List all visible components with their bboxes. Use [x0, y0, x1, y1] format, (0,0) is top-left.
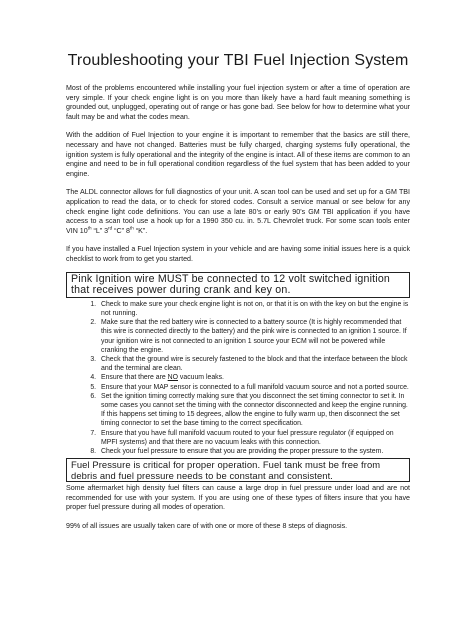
- summary-paragraph: 99% of all issues are usually taken care of with one or more of these 8 steps of diagnosis.: [66, 521, 348, 530]
- filters-paragraph: Some aftermarket high density fuel filters can cause a large drop in fuel pressure under load and are not recommended for use with your system. If you are using one of these types of filters insure that you have proper fuel pressure during all modes of operation.: [66, 483, 410, 512]
- list-item: 6. Set the ignition timing correctly making sure that you disconnect the set timing connector to set it. In some cases you cannot set the timing with the connector disconnected and keep the engine running. If this happens set timing to 15 degrees, allow the engine to fully warm up, then disconnect the set timing connector to set the base timing to the correct specification.: [98, 392, 410, 429]
- list-item: 8. Check your fuel pressure to ensure that you are providing the proper pressure to the system.: [98, 447, 410, 456]
- list-item: 1. Check to make sure your check engine light is not on, or that it is on with the key on but the engine is not running.: [98, 300, 410, 318]
- checklist-steps: [66, 300, 410, 456]
- fuel-pressure-callout-box: Fuel Pressure is critical for proper operation. Fuel tank must be free from debris and fuel pressure needs to be constant and consistent.: [66, 458, 410, 482]
- emphasis-no: NO: [167, 374, 178, 382]
- ignition-callout-box: Pink Ignition wire MUST be connected to 12 volt switched ignition that receives power during crank and key on.: [66, 272, 410, 298]
- basics-paragraph: With the addition of Fuel Injection to your engine it is important to remember that the basics are still there, necessary and have not changed. Batteries must be fully charged, charging systems fully operational, the ignition system is fully operational and the integrity of the engine is intact. All of these items are common to an engine and need to be in full operational condition regardless of the fuel system that has been added to your engine.: [66, 131, 410, 178]
- list-item: 3. Check that the ground wire is securely fastened to the block and that the interface between the block and the terminal are clean.: [98, 355, 410, 373]
- page-title: Troubleshooting your TBI Fuel Injection System: [67, 52, 409, 69]
- list-item: 2. Make sure that the red battery wire is connected to a battery source (It is highly recommended that this wire is connected directly to the battery) and the pink wire is connected to an ignition 1 source. If your ignition wire is not connected to an ignition 1 source your ECM will not be powered while cranking the engine.: [98, 318, 410, 355]
- checklist-intro-paragraph: If you have installed a Fuel Injection system in your vehicle and are having some initial issues here is a quick checklist to work from to get you started.: [66, 245, 410, 263]
- list-item: 4. Ensure that there are NO vacuum leaks.: [98, 373, 410, 382]
- intro-paragraph: Most of the problems encountered while installing your fuel injection system or after a time of operation are very simple. If your check engine light is on you more than likely have a hard fault meaning something is grounded out, unplugged, operating out of range or has gone bad. See below for how to determine what your fault may be and what the codes mean.: [66, 84, 410, 121]
- list-item: 7. Ensure that you have full manifold vacuum routed to your fuel pressure regulator (if equipped on MPFI systems) and that there are no vacuum leaks with this connection.: [98, 429, 410, 447]
- list-item: 5. Ensure that your MAP sensor is connected to a full manifold vacuum source and not a ported source.: [98, 383, 410, 392]
- aldl-paragraph: The ALDL connector allows for full diagnostics of your unit. A scan tool can be used and set up for a GM TBI application to read the data, or to check for stored codes. Consult a service manual or see below for any check engine light code definitions. You can use a late 80’s or early 90’s GM TBI application if you have access to a scan tool use a hook up for a 1990 350 cu. in. 5.7L Chevrolet truck. For some scan tools enter VIN 10th “L” 3rd “C” 8th “K”.: [66, 188, 410, 235]
